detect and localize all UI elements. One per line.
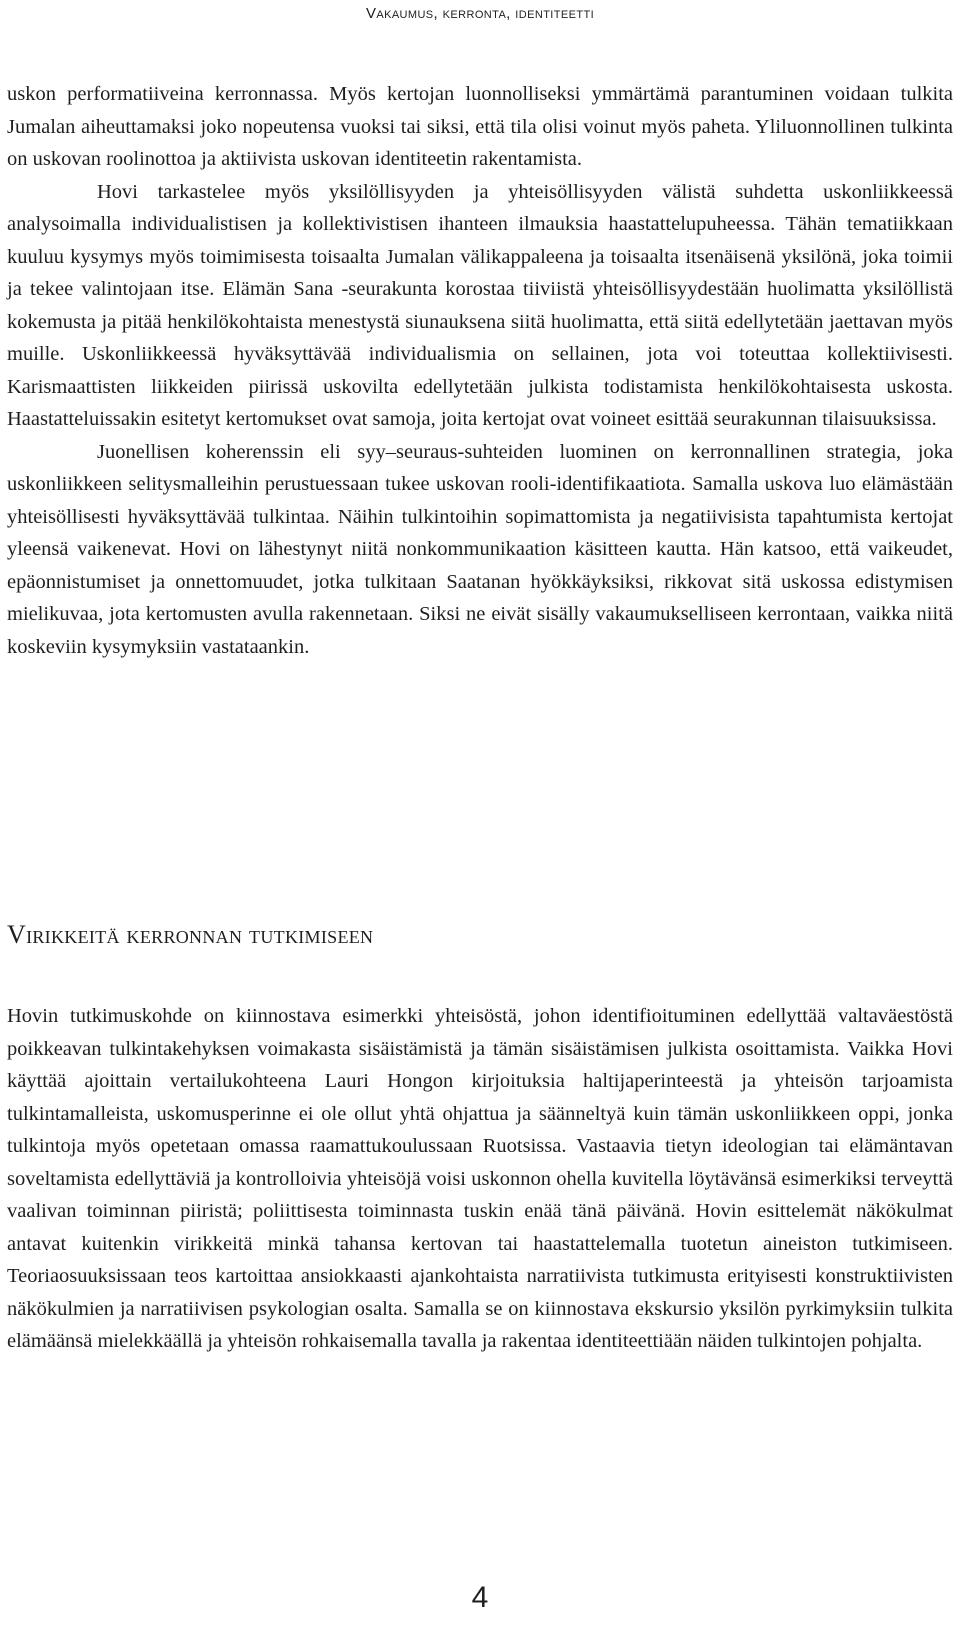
section-heading: Virikkeitä kerronnan tutkimiseen [7, 920, 374, 949]
body-text [7, 78, 953, 663]
page-number: 4 [471, 1581, 489, 1614]
paragraph: Hovi tarkastelee myös yksilöllisyyden ja yhteisöllisyyden välistä suhdetta uskonliikkeessä analysoimalla individualistisen ja kollektivistisen ihanteen ilmauksia haastattelupuheessa. Tähän tematiikkaan kuuluu kysymys myös toimimisesta toisaalta Jumalan välikappaleena ja toisaalta itsenäisenä yksilönä, joka toimii ja tekee valintojaan itse. Elämän Sana -seurakunta korostaa tiiviistä yhteisöllisyydestään huolimatta yksilöllistä kokemusta ja pitää henkilökohtaista menestystä siunauksena siitä huolimatta, että siitä edellytetään jaettavan myös muille. Uskonliikkeessä hyväksyttävää individualismia on sellainen, jota voi toteuttaa kollektiivisesti. Karismaattisten liikkeiden piirissä uskovilta edellytetään julkista todistamista henkilökohtaisesta uskosta. Haastatteluissakin esitetyt kertomukset ovat samoja, joita kertojat ovat voineet esittää seurakunnan tilaisuuksissa. [7, 180, 953, 430]
paragraph: uskon performatiiveina kerronnassa. Myös kertojan luonnolliseksi ymmärtämä parantuminen voidaan tulkita Jumalan aiheuttamaksi joko nopeutensa vuoksi tai siksi, että tila olisi voinut myös paheta. Yliluonnollinen tulkinta on uskovan roolinottoa ja aktiivista uskovan identiteetin rakentamista. [7, 83, 953, 170]
paragraph: Hovin tutkimuskohde on kiinnostava esimerkki yhteisöstä, johon identifioituminen edellyttää valtaväestöstä poikkeavan tulkintakehyksen voimakasta sisäistämistä ja tämän sisäistämisen julkista osoittamista. Vaikka Hovi käyttää ajoittain vertailukohteena Lauri Hongon kirjoituksia haltijaperinteestä ja yhteisön tarjoamista tulkintamalleista, uskomusperinne ei ole ollut yhtä ohjattua ja säänneltyä kuin tämän uskonliikkeen oppi, jonka tulkintoja myös opetetaan omassa raamattukoulussaan Ruotsissa. Vastaavia tietyn ideologian tai elämäntavan soveltamista edellyttäviä ja kontrolloivia yhteisöjä voisi uskonnon ohella kuvitella löytävänsä esimerkiksi terveyttä vaalivan toiminnan piiristä; poliittisesta toiminnasta tuskin enää tänä päivänä. Hovin esittelemät näkökulmat antavat kuitenkin virikkeitä minkä tahansa kertovan tai haastattelemalla tuotetun aineiston tutkimiseen. Teoriaosuuksissaan teos kartoittaa ansiokkaasti ajankohtaista narratiivista tutkimusta erityisesti konstruktiivisten näkökulmien ja narratiivisen psykologian osalta. Samalla se on kiinnostava ekskursio yksilön pyrkimyksiin tulkita elämäänsä mielekkäällä ja yhteisön rohkaisemalla tavalla ja rakentaa identiteettiään näiden tulkintojen pohjalta. [7, 1005, 953, 1352]
running-header: Vakaumus, kerronta, identiteetti [365, 5, 595, 22]
section-text [7, 1000, 953, 1358]
paragraph: Juonellisen koherenssin eli syy–seuraus-suhteiden luominen on kerronnallinen strategia, joka uskonliikkeen selitysmalleihin perustuessaan tukee uskovan rooli-identifikaatiota. Samalla uskova luo elämästään yhteisöllisesti hyväksyttävää tulkintaa. Näihin tulkintoihin sopimattomista ja negatiivisista tapahtumista kertojat yleensä vaikenevat. Hovi on lähestynyt niitä nonkommunikaation käsitteen kautta. Hän katsoo, että vaikeudet, epäonnistumiset ja onnettomuudet, jotka tulkitaan Saatanan hyökkäyksiksi, rikkovat sitä uskossa edistymisen mielikuvaa, jota kertomusten avulla rakennetaan. Siksi ne eivät sisälly vakaumukselliseen kerrontaan, vaikka niitä koskeviin kysymyksiin vastataankin. [7, 440, 953, 658]
